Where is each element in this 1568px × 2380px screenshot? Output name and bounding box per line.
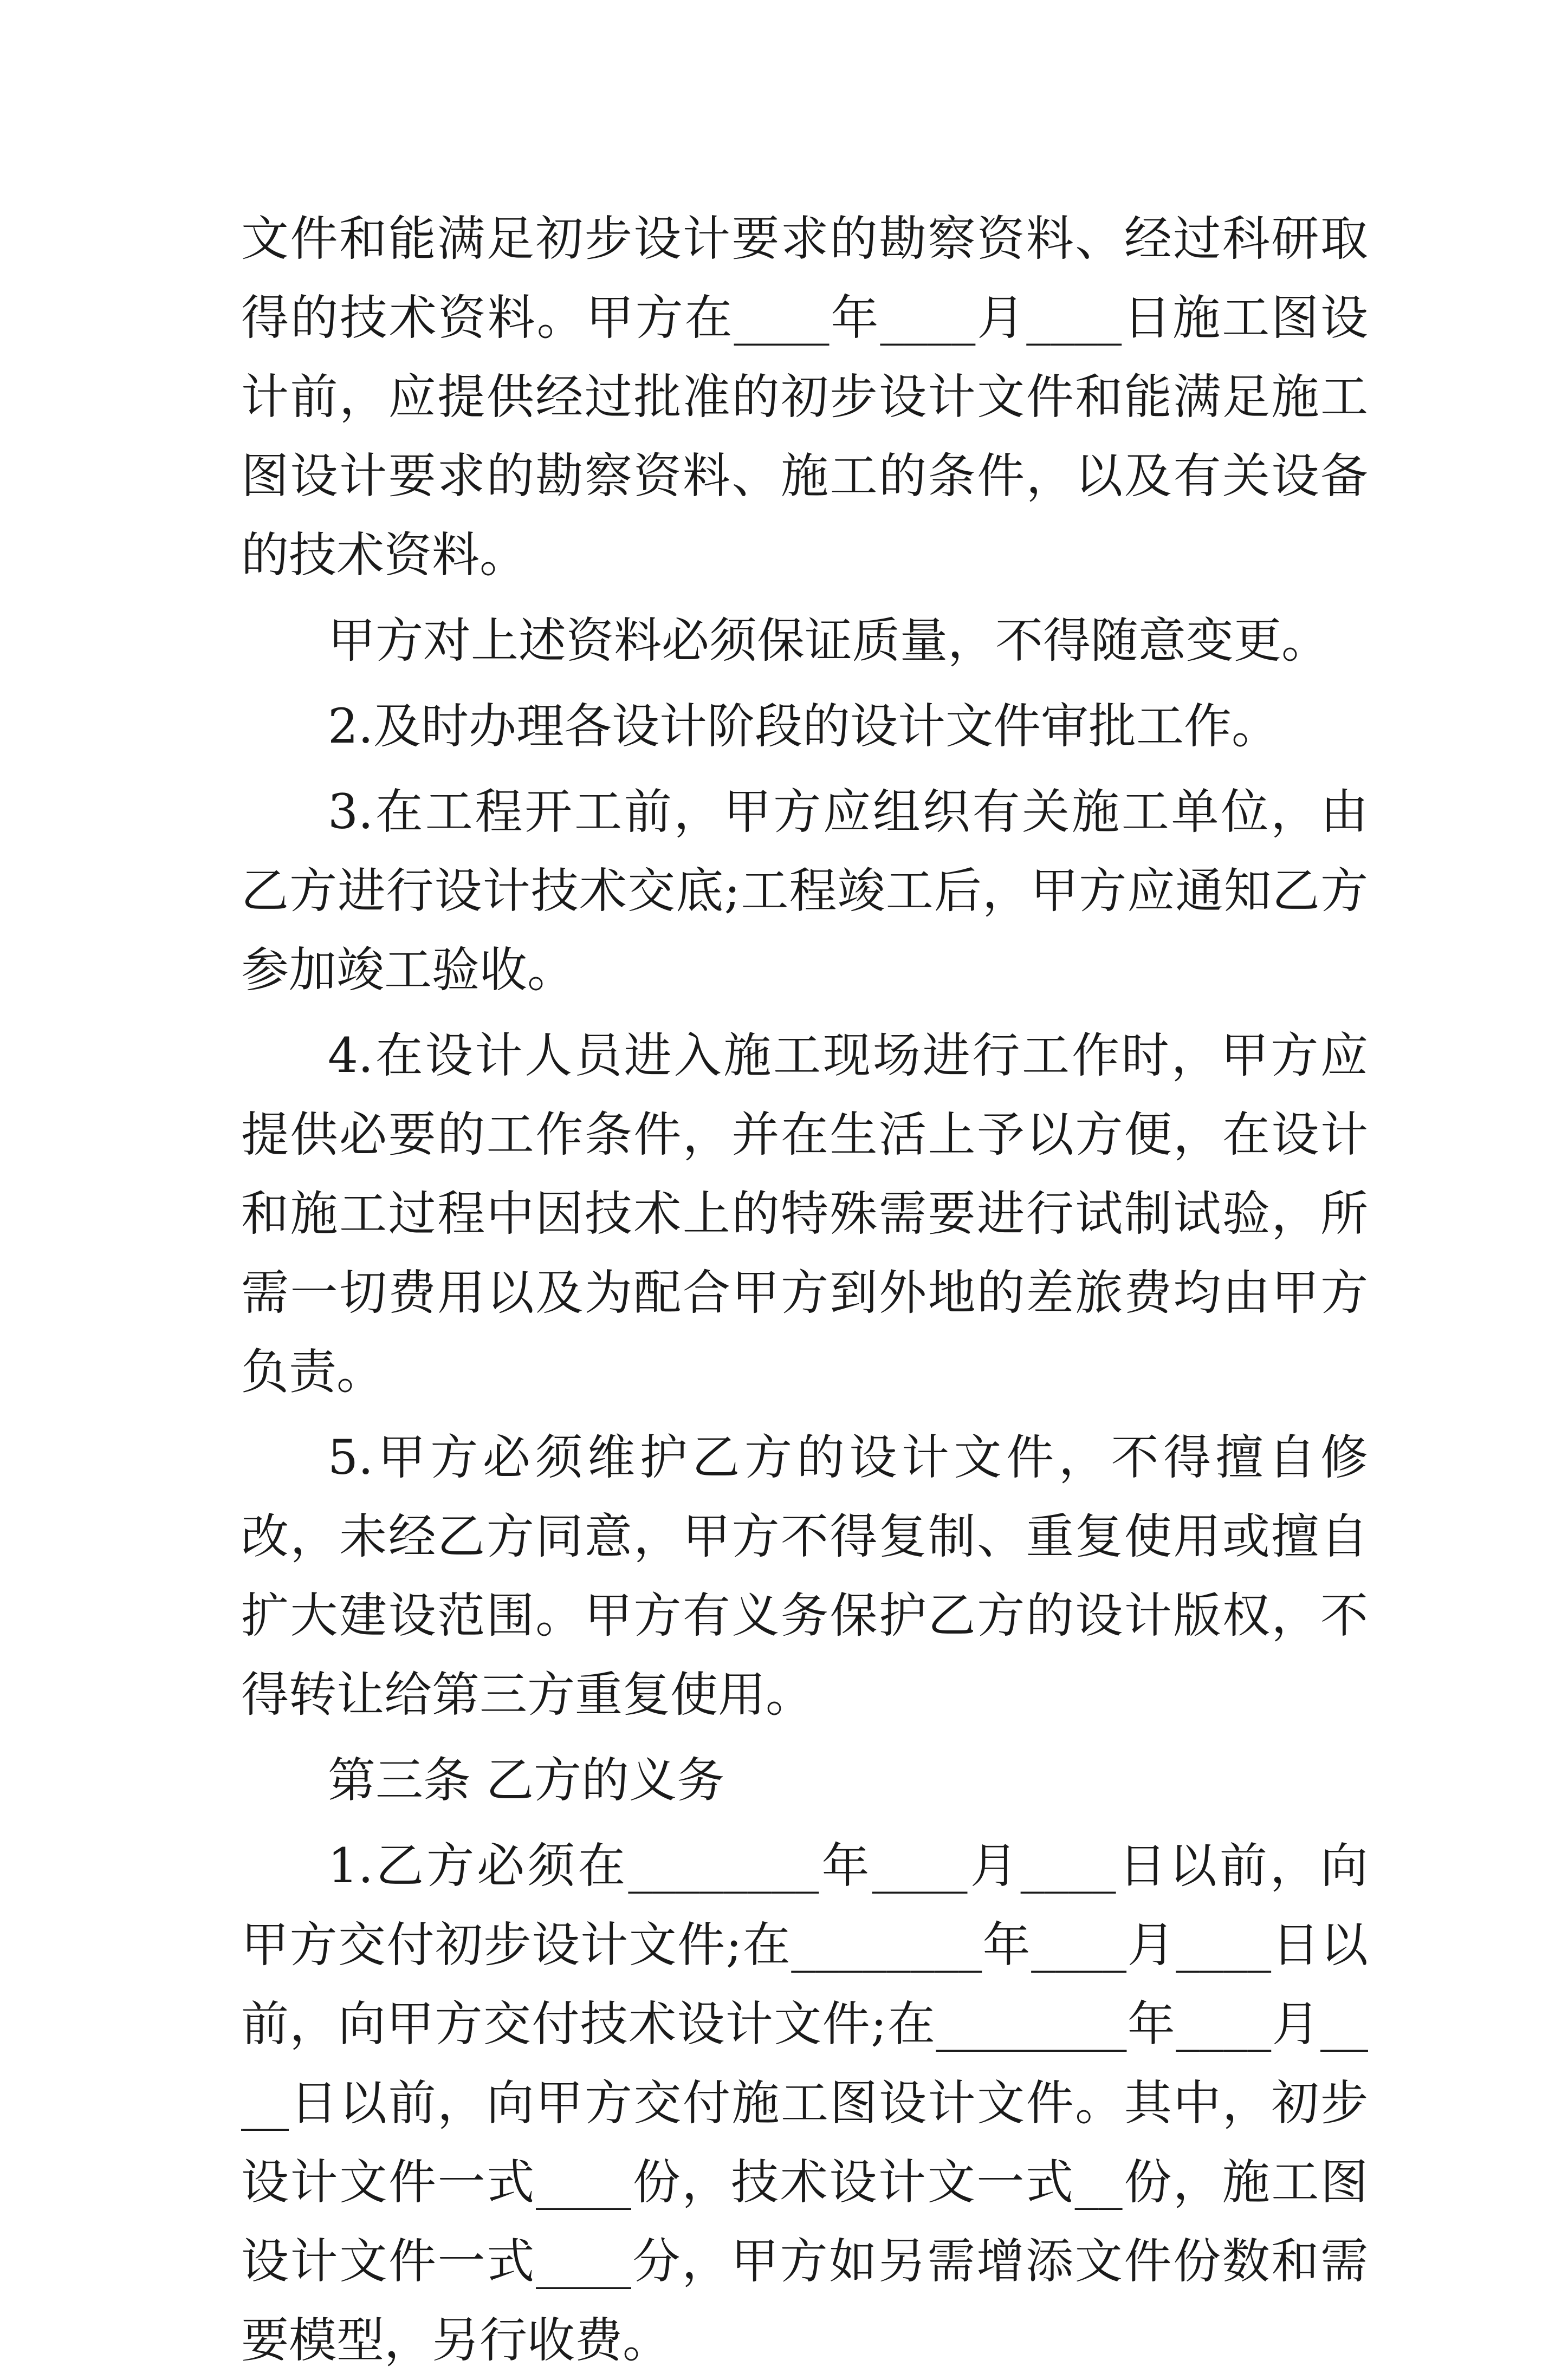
paragraph-party-b-clause-1: 1.乙方必须在________年____月____日以前，向甲方交付初步设计文件;在________年____月____日以前，向甲方交付技术设计文件;在________年____月____日以前，向甲方交付施工图设计文件。其中，初步设计文件一式____份，技术设计文一式__份，施工图设计文件一式____分，甲方如另需增添文件份数和需要模型，另行收费。 bbox=[241, 1838, 1368, 2368]
section-heading-article-3: 第三条 乙方的义务 bbox=[328, 1752, 724, 1808]
paragraph-clause-5: 5.甲方必须维护乙方的设计文件，不得擅自修改，未经乙方同意，甲方不得复制、重复使用或擅自扩大建设范围。甲方有义务保护乙方的设计版权，不得转让给第三方重复使用。 bbox=[241, 1429, 1368, 1722]
paragraph-materials-continued: 文件和能满足初步设计要求的勘察资料、经过科研取得的技术资料。甲方在____年____月____日施工图设计前，应提供经过批准的初步设计文件和能满足施工图设计要求的勘察资料、施工的条件，以及有关设备的技术资料。 bbox=[241, 211, 1368, 583]
paragraph-clause-2: 2.及时办理各设计阶段的设计文件审批工作。 bbox=[328, 698, 1279, 754]
document-body bbox=[241, 199, 1368, 2380]
paragraph-quality-guarantee: 甲方对上述资料必须保证质量，不得随意变更。 bbox=[328, 613, 1330, 668]
paragraph-clause-3: 3.在工程开工前，甲方应组织有关施工单位，由乙方进行设计技术交底;工程竣工后，甲方应通知乙方参加竣工验收。 bbox=[241, 784, 1368, 998]
paragraph-clause-4: 4.在设计人员进入施工现场进行工作时，甲方应提供必要的工作条件，并在生活上予以方便，在设计和施工过程中因技术上的特殊需要进行试制试验，所需一切费用以及为配合甲方到外地的差旅费均由甲方负责。 bbox=[241, 1028, 1368, 1400]
